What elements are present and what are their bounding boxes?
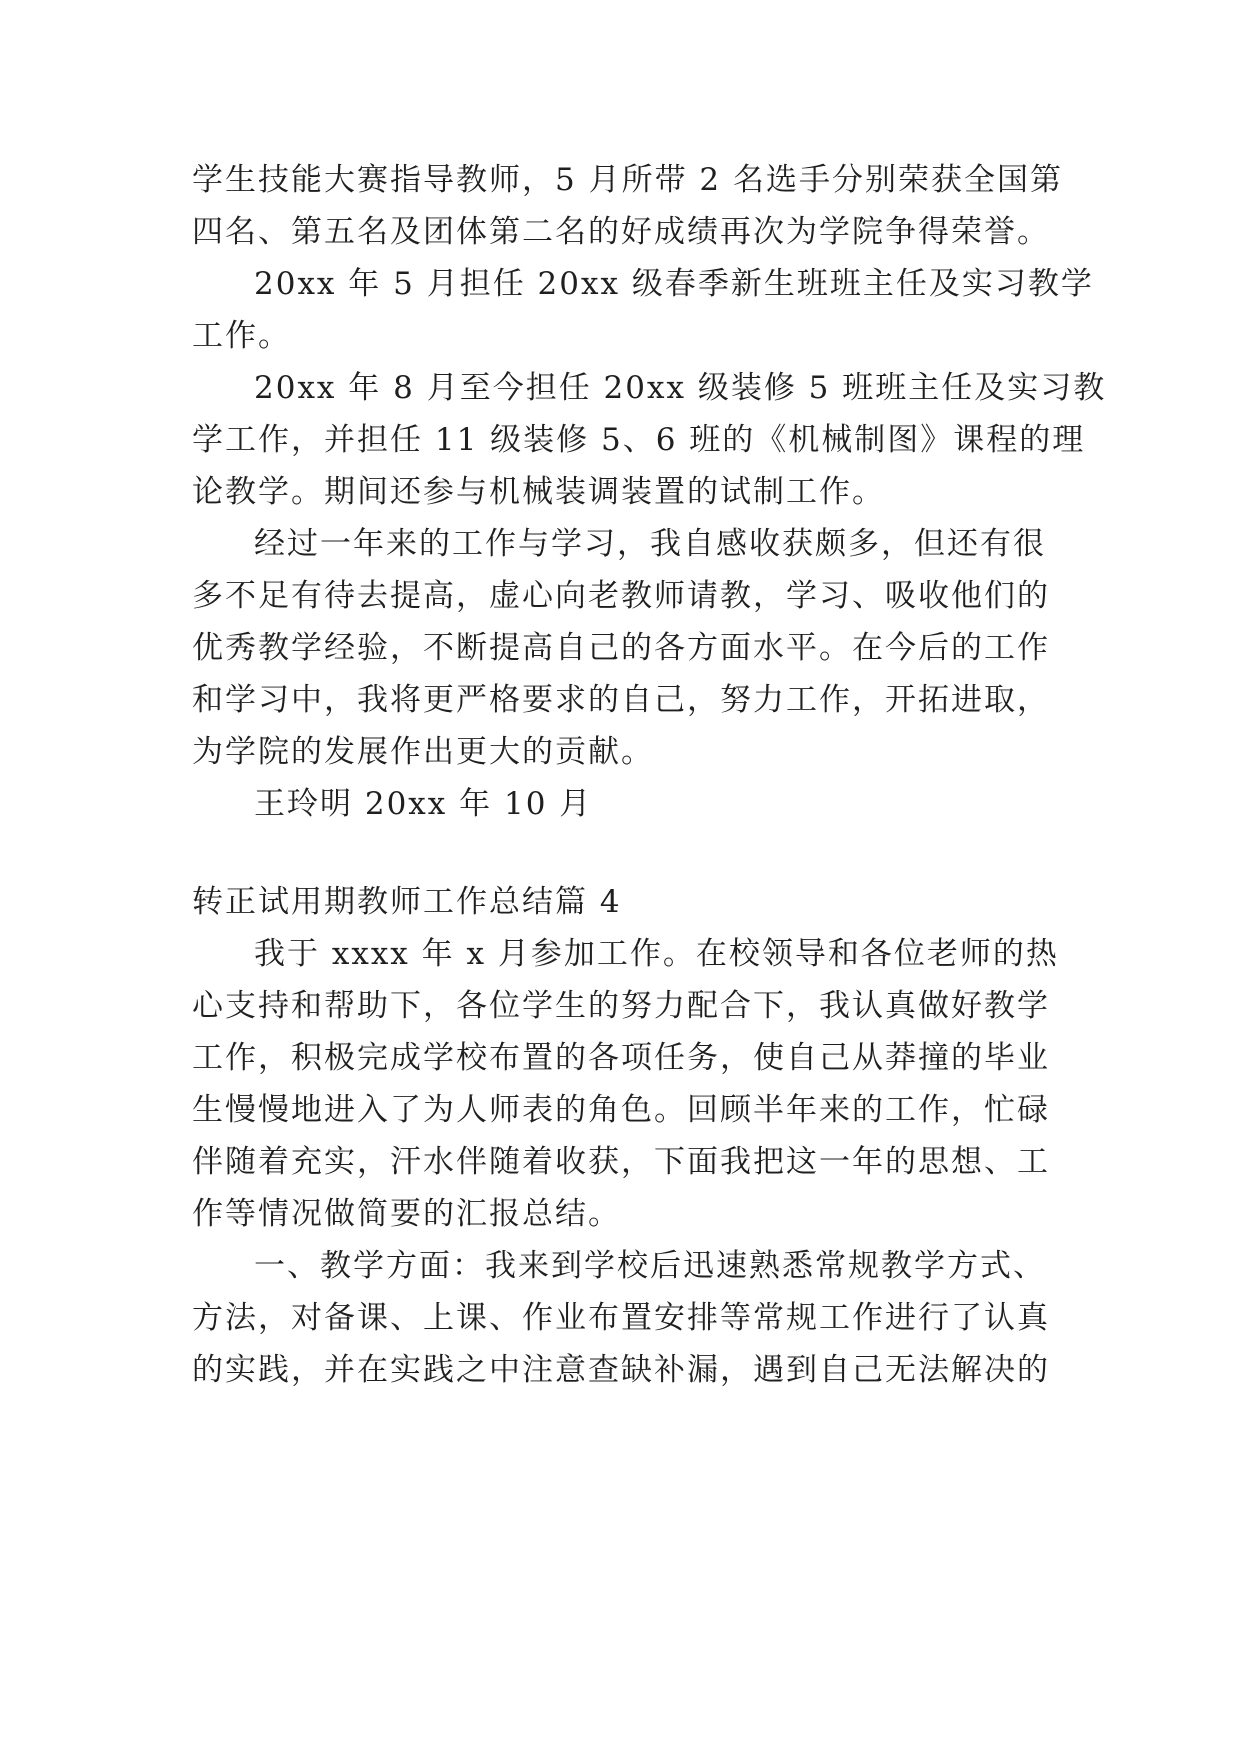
- text-line: 作等情况做简要的汇报总结。: [192, 1196, 621, 1232]
- text-line: 和学习中，我将更严格要求的自己，努力工作，开拓进取，: [192, 682, 1050, 718]
- text-line: 多不足有待去提高，虚心向老教师请教，学习、吸收他们的: [192, 578, 1050, 614]
- text-line: 优秀教学经验，不断提高自己的各方面水平。在今后的工作: [192, 630, 1050, 666]
- text-line: 心支持和帮助下，各位学生的努力配合下，我认真做好教学: [192, 988, 1050, 1024]
- text-line: 学工作，并担任 11 级装修 5、6 班的《机械制图》课程的理: [192, 422, 1086, 458]
- text-line: 生慢慢地进入了为人师表的角色。回顾半年来的工作，忙碌: [192, 1092, 1050, 1128]
- paragraph-start: 一、教学方面：我来到学校后迅速熟悉常规教学方式、: [254, 1248, 1046, 1284]
- paragraph-start: 我于 xxxx 年 x 月参加工作。在校领导和各位老师的热: [254, 936, 1059, 972]
- text-line: 工作。: [192, 318, 291, 354]
- text-line: 伴随着充实，汗水伴随着收获，下面我把这一年的思想、工: [192, 1144, 1050, 1180]
- paragraph-start: 20xx 年 8 月至今担任 20xx 级装修 5 班班主任及实习教: [254, 370, 1107, 406]
- text-line: 方法，对备课、上课、作业布置安排等常规工作进行了认真: [192, 1300, 1050, 1336]
- text-line: 为学院的发展作出更大的贡献。: [192, 734, 654, 770]
- paragraph-start: 经过一年来的工作与学习，我自感收获颇多，但还有很: [254, 526, 1046, 562]
- signature-date: 王玲明 20xx 年 10 月: [254, 786, 593, 822]
- text-line: 学生技能大赛指导教师，5 月所带 2 名选手分别荣获全国第: [192, 162, 1064, 198]
- text-line: 四名、第五名及团体第二名的好成绩再次为学院争得荣誉。: [192, 214, 1050, 250]
- paragraph-start: 20xx 年 5 月担任 20xx 级春季新生班班主任及实习教学: [254, 266, 1094, 302]
- text-line: 的实践，并在实践之中注意查缺补漏，遇到自己无法解决的: [192, 1352, 1050, 1388]
- text-line: 论教学。期间还参与机械装调装置的试制工作。: [192, 474, 885, 510]
- section-title: 转正试用期教师工作总结篇 4: [192, 884, 622, 920]
- text-line: 工作，积极完成学校布置的各项任务，使自己从莽撞的毕业: [192, 1040, 1050, 1076]
